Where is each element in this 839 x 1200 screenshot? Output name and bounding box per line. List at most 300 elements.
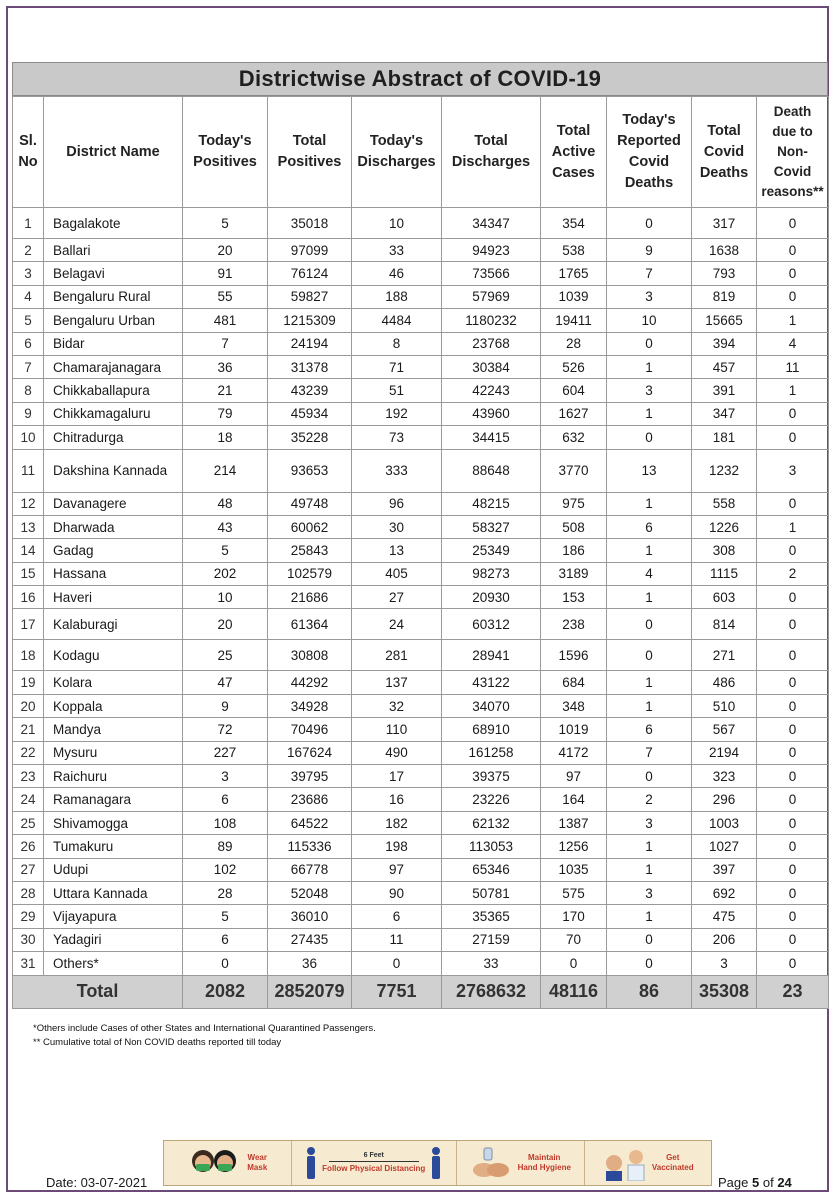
total-positives: 66778 bbox=[268, 858, 352, 881]
non-covid-deaths: 0 bbox=[757, 905, 829, 928]
total-non-covid-deaths: 23 bbox=[757, 975, 829, 1008]
todays-discharges: 188 bbox=[352, 285, 442, 308]
total-total-deaths: 35308 bbox=[692, 975, 757, 1008]
todays-positives: 3 bbox=[183, 765, 268, 788]
non-covid-deaths: 0 bbox=[757, 609, 829, 640]
total-deaths: 1115 bbox=[692, 562, 757, 585]
district-name: Gadag bbox=[44, 539, 183, 562]
todays-deaths: 13 bbox=[607, 449, 692, 492]
todays-discharges: 333 bbox=[352, 449, 442, 492]
sl-number: 8 bbox=[13, 379, 44, 402]
todays-discharges: 90 bbox=[352, 881, 442, 904]
sl-number: 10 bbox=[13, 426, 44, 449]
total-positives: 49748 bbox=[268, 492, 352, 515]
total-deaths: 317 bbox=[692, 208, 757, 239]
district-name: Vijayapura bbox=[44, 905, 183, 928]
header-total-positives bbox=[268, 97, 352, 208]
total-discharges: 48215 bbox=[442, 492, 541, 515]
active-cases: 1387 bbox=[541, 811, 607, 834]
total-deaths: 15665 bbox=[692, 309, 757, 332]
total-deaths: 1003 bbox=[692, 811, 757, 834]
total-positives: 44292 bbox=[268, 671, 352, 694]
todays-discharges: 32 bbox=[352, 694, 442, 717]
active-cases: 632 bbox=[541, 426, 607, 449]
active-cases: 4172 bbox=[541, 741, 607, 764]
page-title: Districtwise Abstract of COVID-19 bbox=[12, 62, 828, 96]
table-row bbox=[13, 765, 829, 788]
todays-discharges: 0 bbox=[352, 952, 442, 975]
non-covid-deaths: 0 bbox=[757, 765, 829, 788]
non-covid-deaths: 0 bbox=[757, 239, 829, 262]
total-positives: 76124 bbox=[268, 262, 352, 285]
non-covid-deaths: 0 bbox=[757, 788, 829, 811]
todays-positives: 202 bbox=[183, 562, 268, 585]
todays-discharges: 10 bbox=[352, 208, 442, 239]
total-todays-positives: 2082 bbox=[183, 975, 268, 1008]
todays-deaths: 1 bbox=[607, 671, 692, 694]
non-covid-deaths: 0 bbox=[757, 208, 829, 239]
district-name: Mysuru bbox=[44, 741, 183, 764]
header-todays-positives bbox=[183, 97, 268, 208]
header-line: Discharges bbox=[451, 154, 531, 170]
banner-hand-hygiene bbox=[457, 1141, 585, 1185]
sl-number: 30 bbox=[13, 928, 44, 951]
district-name: Ramanagara bbox=[44, 788, 183, 811]
header-line: Discharges bbox=[357, 154, 436, 170]
total-discharges: 113053 bbox=[442, 835, 541, 858]
todays-positives: 5 bbox=[183, 539, 268, 562]
total-discharges: 60312 bbox=[442, 609, 541, 640]
total-deaths: 271 bbox=[692, 640, 757, 671]
sl-number: 5 bbox=[13, 309, 44, 332]
todays-discharges: 16 bbox=[352, 788, 442, 811]
todays-deaths: 7 bbox=[607, 262, 692, 285]
non-covid-deaths: 4 bbox=[757, 332, 829, 355]
table-row bbox=[13, 905, 829, 928]
total-discharges: 68910 bbox=[442, 718, 541, 741]
active-cases: 508 bbox=[541, 515, 607, 538]
total-deaths: 793 bbox=[692, 262, 757, 285]
total-discharges: 43960 bbox=[442, 402, 541, 425]
todays-positives: 89 bbox=[183, 835, 268, 858]
non-covid-deaths: 0 bbox=[757, 741, 829, 764]
total-positives: 59827 bbox=[268, 285, 352, 308]
total-positives: 23686 bbox=[268, 788, 352, 811]
total-discharges: 88648 bbox=[442, 449, 541, 492]
non-covid-deaths: 0 bbox=[757, 694, 829, 717]
todays-discharges: 405 bbox=[352, 562, 442, 585]
table-row bbox=[13, 858, 829, 881]
non-covid-deaths: 0 bbox=[757, 285, 829, 308]
vaccination-icon bbox=[602, 1145, 648, 1181]
active-cases: 1596 bbox=[541, 640, 607, 671]
table-row bbox=[13, 562, 829, 585]
sl-number: 16 bbox=[13, 586, 44, 609]
table-row bbox=[13, 332, 829, 355]
total-discharges: 57969 bbox=[442, 285, 541, 308]
total-positives: 70496 bbox=[268, 718, 352, 741]
total-discharges: 161258 bbox=[442, 741, 541, 764]
active-cases: 538 bbox=[541, 239, 607, 262]
sl-number: 21 bbox=[13, 718, 44, 741]
header-line: Cases bbox=[552, 164, 595, 181]
hand-wash-icon bbox=[470, 1146, 514, 1180]
total-discharges: 94923 bbox=[442, 239, 541, 262]
non-covid-deaths: 0 bbox=[757, 671, 829, 694]
table-row bbox=[13, 492, 829, 515]
sl-number: 15 bbox=[13, 562, 44, 585]
non-covid-deaths: 0 bbox=[757, 402, 829, 425]
district-name: Belagavi bbox=[44, 262, 183, 285]
page-prefix: Page bbox=[718, 1175, 749, 1190]
page-number bbox=[718, 1175, 792, 1190]
sl-number: 19 bbox=[13, 671, 44, 694]
table-row bbox=[13, 609, 829, 640]
person-icon bbox=[304, 1146, 318, 1180]
todays-deaths: 3 bbox=[607, 881, 692, 904]
total-discharges: 58327 bbox=[442, 515, 541, 538]
todays-discharges: 13 bbox=[352, 539, 442, 562]
footnote-non-covid: ** Cumulative total of Non COVID deaths reported till today bbox=[33, 1037, 282, 1048]
total-deaths: 819 bbox=[692, 285, 757, 308]
district-name: Raichuru bbox=[44, 765, 183, 788]
todays-deaths: 0 bbox=[607, 609, 692, 640]
sl-number: 2 bbox=[13, 239, 44, 262]
total-positives: 31378 bbox=[268, 355, 352, 378]
header-line: Positives bbox=[193, 154, 257, 170]
header-district bbox=[44, 97, 183, 208]
header-non-covid-deaths bbox=[757, 97, 829, 208]
todays-deaths: 3 bbox=[607, 811, 692, 834]
todays-deaths: 1 bbox=[607, 858, 692, 881]
total-discharges: 34415 bbox=[442, 426, 541, 449]
todays-deaths: 10 bbox=[607, 309, 692, 332]
non-covid-deaths: 0 bbox=[757, 586, 829, 609]
table-row bbox=[13, 208, 829, 239]
header-line: Deaths bbox=[699, 164, 749, 181]
non-covid-deaths: 0 bbox=[757, 881, 829, 904]
header-line: due to bbox=[772, 124, 813, 139]
total-deaths: 296 bbox=[692, 788, 757, 811]
banner-vaccinated bbox=[585, 1141, 712, 1185]
active-cases: 0 bbox=[541, 952, 607, 975]
sl-number: 14 bbox=[13, 539, 44, 562]
table-row bbox=[13, 426, 829, 449]
district-name: Dakshina Kannada bbox=[44, 449, 183, 492]
todays-positives: 227 bbox=[183, 741, 268, 764]
todays-discharges: 33 bbox=[352, 239, 442, 262]
header-line: No bbox=[18, 154, 38, 170]
active-cases: 348 bbox=[541, 694, 607, 717]
masked-faces-icon bbox=[187, 1145, 243, 1181]
non-covid-deaths: 0 bbox=[757, 835, 829, 858]
total-deaths: 2194 bbox=[692, 741, 757, 764]
todays-positives: 214 bbox=[183, 449, 268, 492]
header-total-deaths bbox=[692, 97, 757, 208]
banner-six-feet: 6 Feet bbox=[363, 1152, 384, 1159]
todays-deaths: 1 bbox=[607, 539, 692, 562]
total-positives: 21686 bbox=[268, 586, 352, 609]
total-active-cases: 48116 bbox=[541, 975, 607, 1008]
total-discharges: 28941 bbox=[442, 640, 541, 671]
header-line: Total bbox=[556, 122, 591, 139]
banner-vaccinated-line2: Vaccinated bbox=[651, 1163, 694, 1172]
todays-positives: 20 bbox=[183, 239, 268, 262]
total-discharges: 30384 bbox=[442, 355, 541, 378]
todays-discharges: 46 bbox=[352, 262, 442, 285]
header-line: reasons** bbox=[761, 184, 824, 199]
todays-deaths: 0 bbox=[607, 208, 692, 239]
banner-hygiene-line2: Hand Hygiene bbox=[517, 1163, 571, 1172]
banner-wear-mask-line1: Wear bbox=[247, 1153, 267, 1162]
district-name: Tumakuru bbox=[44, 835, 183, 858]
active-cases: 1627 bbox=[541, 402, 607, 425]
total-deaths: 1027 bbox=[692, 835, 757, 858]
total-positives: 93653 bbox=[268, 449, 352, 492]
total-deaths: 457 bbox=[692, 355, 757, 378]
todays-positives: 91 bbox=[183, 262, 268, 285]
total-positives: 97099 bbox=[268, 239, 352, 262]
total-deaths: 558 bbox=[692, 492, 757, 515]
district-name: Chamarajanagara bbox=[44, 355, 183, 378]
non-covid-deaths: 1 bbox=[757, 515, 829, 538]
table-row bbox=[13, 539, 829, 562]
todays-positives: 6 bbox=[183, 788, 268, 811]
active-cases: 164 bbox=[541, 788, 607, 811]
footnotes bbox=[33, 1022, 376, 1050]
total-positives: 115336 bbox=[268, 835, 352, 858]
total-discharges: 98273 bbox=[442, 562, 541, 585]
active-cases: 575 bbox=[541, 881, 607, 904]
todays-positives: 7 bbox=[183, 332, 268, 355]
non-covid-deaths: 0 bbox=[757, 640, 829, 671]
header-line: Total bbox=[707, 122, 741, 139]
district-name: Dharwada bbox=[44, 515, 183, 538]
total-positives: 27435 bbox=[268, 928, 352, 951]
total-discharges: 35365 bbox=[442, 905, 541, 928]
todays-deaths: 1 bbox=[607, 402, 692, 425]
non-covid-deaths: 1 bbox=[757, 379, 829, 402]
table-row bbox=[13, 788, 829, 811]
total-total-discharges: 2768632 bbox=[442, 975, 541, 1008]
todays-discharges: 490 bbox=[352, 741, 442, 764]
total-positives: 43239 bbox=[268, 379, 352, 402]
table-row bbox=[13, 640, 829, 671]
header-line: Covid bbox=[703, 143, 745, 160]
todays-deaths: 1 bbox=[607, 355, 692, 378]
todays-positives: 6 bbox=[183, 928, 268, 951]
todays-deaths: 6 bbox=[607, 718, 692, 741]
active-cases: 604 bbox=[541, 379, 607, 402]
active-cases: 1256 bbox=[541, 835, 607, 858]
district-name: Others* bbox=[44, 952, 183, 975]
table-row bbox=[13, 741, 829, 764]
non-covid-deaths: 0 bbox=[757, 262, 829, 285]
header-line: Reported bbox=[617, 133, 681, 149]
total-deaths: 1226 bbox=[692, 515, 757, 538]
todays-deaths: 0 bbox=[607, 426, 692, 449]
total-positives: 35228 bbox=[268, 426, 352, 449]
banner-vaccinated-line1: Get bbox=[666, 1153, 680, 1162]
todays-positives: 9 bbox=[183, 694, 268, 717]
non-covid-deaths: 1 bbox=[757, 309, 829, 332]
district-name: Ballari bbox=[44, 239, 183, 262]
report-date: Date: 03-07-2021 bbox=[46, 1175, 148, 1190]
todays-deaths: 3 bbox=[607, 285, 692, 308]
sl-number: 4 bbox=[13, 285, 44, 308]
non-covid-deaths: 0 bbox=[757, 858, 829, 881]
sl-number: 13 bbox=[13, 515, 44, 538]
district-name: Bidar bbox=[44, 332, 183, 355]
active-cases: 186 bbox=[541, 539, 607, 562]
total-discharges: 25349 bbox=[442, 539, 541, 562]
table-row bbox=[13, 262, 829, 285]
total-discharges: 39375 bbox=[442, 765, 541, 788]
header-active-cases bbox=[541, 97, 607, 208]
total-deaths: 1638 bbox=[692, 239, 757, 262]
page-current: 5 bbox=[752, 1175, 760, 1190]
non-covid-deaths: 0 bbox=[757, 539, 829, 562]
total-row bbox=[13, 975, 829, 1008]
todays-discharges: 192 bbox=[352, 402, 442, 425]
covid-table bbox=[12, 96, 829, 1009]
total-deaths: 1232 bbox=[692, 449, 757, 492]
total-deaths: 323 bbox=[692, 765, 757, 788]
table-row bbox=[13, 881, 829, 904]
total-discharges: 34347 bbox=[442, 208, 541, 239]
banner-distancing-label: Follow Physical Distancing bbox=[322, 1164, 426, 1173]
table-row bbox=[13, 671, 829, 694]
total-positives: 64522 bbox=[268, 811, 352, 834]
todays-discharges: 198 bbox=[352, 835, 442, 858]
header-line: Deaths bbox=[624, 175, 674, 191]
todays-discharges: 4484 bbox=[352, 309, 442, 332]
todays-discharges: 51 bbox=[352, 379, 442, 402]
non-covid-deaths: 0 bbox=[757, 718, 829, 741]
total-deaths: 347 bbox=[692, 402, 757, 425]
todays-positives: 5 bbox=[183, 905, 268, 928]
todays-positives: 28 bbox=[183, 881, 268, 904]
table-row bbox=[13, 379, 829, 402]
sl-number: 24 bbox=[13, 788, 44, 811]
todays-deaths: 9 bbox=[607, 239, 692, 262]
total-discharges: 20930 bbox=[442, 586, 541, 609]
todays-positives: 10 bbox=[183, 586, 268, 609]
total-discharges: 62132 bbox=[442, 811, 541, 834]
todays-deaths: 1 bbox=[607, 586, 692, 609]
todays-deaths: 1 bbox=[607, 905, 692, 928]
todays-deaths: 6 bbox=[607, 515, 692, 538]
todays-discharges: 110 bbox=[352, 718, 442, 741]
total-discharges: 43122 bbox=[442, 671, 541, 694]
todays-positives: 21 bbox=[183, 379, 268, 402]
total-deaths: 510 bbox=[692, 694, 757, 717]
todays-deaths: 0 bbox=[607, 332, 692, 355]
header-line: Positives bbox=[277, 154, 342, 170]
todays-positives: 43 bbox=[183, 515, 268, 538]
district-name: Kalaburagi bbox=[44, 609, 183, 640]
banner-hygiene-line1: Maintain bbox=[528, 1153, 561, 1162]
todays-positives: 72 bbox=[183, 718, 268, 741]
total-positives: 34928 bbox=[268, 694, 352, 717]
todays-deaths: 4 bbox=[607, 562, 692, 585]
total-deaths: 308 bbox=[692, 539, 757, 562]
active-cases: 70 bbox=[541, 928, 607, 951]
todays-positives: 20 bbox=[183, 609, 268, 640]
district-name: Haveri bbox=[44, 586, 183, 609]
table-row bbox=[13, 515, 829, 538]
todays-positives: 5 bbox=[183, 208, 268, 239]
table-row bbox=[13, 952, 829, 975]
todays-discharges: 137 bbox=[352, 671, 442, 694]
total-deaths: 475 bbox=[692, 905, 757, 928]
todays-deaths: 0 bbox=[607, 928, 692, 951]
non-covid-deaths: 0 bbox=[757, 492, 829, 515]
banner-distancing bbox=[292, 1141, 457, 1185]
todays-discharges: 6 bbox=[352, 905, 442, 928]
district-name: Bagalakote bbox=[44, 208, 183, 239]
todays-deaths: 3 bbox=[607, 379, 692, 402]
header-line: Today's bbox=[198, 133, 252, 149]
sl-number: 22 bbox=[13, 741, 44, 764]
header-line: Death bbox=[773, 104, 812, 119]
person-icon bbox=[429, 1146, 443, 1180]
total-deaths: 181 bbox=[692, 426, 757, 449]
sl-number: 28 bbox=[13, 881, 44, 904]
total-discharges: 73566 bbox=[442, 262, 541, 285]
banner-wear-mask bbox=[164, 1141, 292, 1185]
total-discharges: 1180232 bbox=[442, 309, 541, 332]
district-name: Davanagere bbox=[44, 492, 183, 515]
active-cases: 170 bbox=[541, 905, 607, 928]
active-cases: 526 bbox=[541, 355, 607, 378]
total-discharges: 50781 bbox=[442, 881, 541, 904]
total-positives: 45934 bbox=[268, 402, 352, 425]
total-discharges: 34070 bbox=[442, 694, 541, 717]
todays-deaths: 1 bbox=[607, 835, 692, 858]
todays-positives: 0 bbox=[183, 952, 268, 975]
district-name: Uttara Kannada bbox=[44, 881, 183, 904]
todays-deaths: 0 bbox=[607, 952, 692, 975]
todays-discharges: 281 bbox=[352, 640, 442, 671]
todays-positives: 55 bbox=[183, 285, 268, 308]
district-name: Shivamogga bbox=[44, 811, 183, 834]
todays-discharges: 96 bbox=[352, 492, 442, 515]
total-discharges: 42243 bbox=[442, 379, 541, 402]
table-row bbox=[13, 355, 829, 378]
table-row bbox=[13, 449, 829, 492]
total-deaths: 567 bbox=[692, 718, 757, 741]
todays-deaths: 1 bbox=[607, 492, 692, 515]
header-todays-deaths bbox=[607, 97, 692, 208]
table-row bbox=[13, 239, 829, 262]
sl-number: 18 bbox=[13, 640, 44, 671]
district-name: Chitradurga bbox=[44, 426, 183, 449]
district-name: Hassana bbox=[44, 562, 183, 585]
todays-positives: 18 bbox=[183, 426, 268, 449]
todays-deaths: 1 bbox=[607, 694, 692, 717]
total-positives: 1215309 bbox=[268, 309, 352, 332]
active-cases: 1765 bbox=[541, 262, 607, 285]
district-name: Udupi bbox=[44, 858, 183, 881]
todays-deaths: 2 bbox=[607, 788, 692, 811]
active-cases: 354 bbox=[541, 208, 607, 239]
header-line: Non- bbox=[777, 144, 808, 159]
distance-arrow-icon bbox=[329, 1161, 419, 1162]
header-line: Total bbox=[292, 133, 327, 149]
sl-number: 25 bbox=[13, 811, 44, 834]
total-deaths: 206 bbox=[692, 928, 757, 951]
